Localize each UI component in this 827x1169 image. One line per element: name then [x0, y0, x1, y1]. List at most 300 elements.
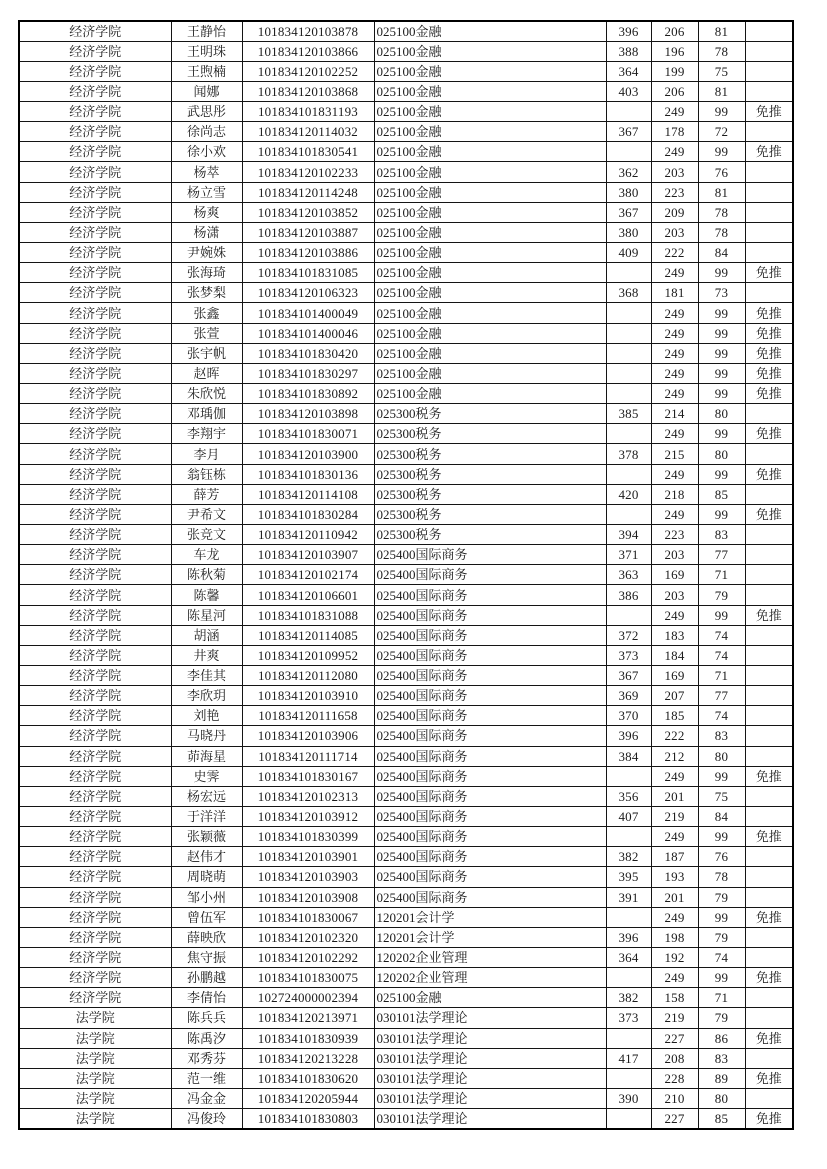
score-2-cell: 210 [651, 1088, 698, 1108]
name-cell: 徐小欢 [171, 142, 242, 162]
score-1-cell: 380 [606, 222, 651, 242]
candidate-id-cell: 101834101400049 [242, 303, 374, 323]
college-cell: 经济学院 [19, 404, 171, 424]
score-3-cell: 75 [698, 61, 745, 81]
score-1-cell: 396 [606, 726, 651, 746]
table-row [19, 666, 793, 686]
score-1-cell: 367 [606, 122, 651, 142]
table-row [19, 645, 793, 665]
score-2-cell: 249 [651, 464, 698, 484]
score-1-cell: 417 [606, 1048, 651, 1068]
score-3-cell: 74 [698, 625, 745, 645]
table-row [19, 61, 793, 81]
name-cell: 闻娜 [171, 81, 242, 101]
score-1-cell: 395 [606, 867, 651, 887]
score-1-cell: 385 [606, 404, 651, 424]
name-cell: 翁钰栋 [171, 464, 242, 484]
candidate-id-cell: 101834120103908 [242, 887, 374, 907]
score-1-cell: 364 [606, 61, 651, 81]
score-2-cell: 203 [651, 545, 698, 565]
table-row [19, 21, 793, 41]
candidate-id-cell: 101834120213228 [242, 1048, 374, 1068]
score-3-cell: 83 [698, 726, 745, 746]
name-cell: 杨爽 [171, 202, 242, 222]
major-cell: 025400国际商务 [374, 786, 606, 806]
score-2-cell: 227 [651, 1109, 698, 1129]
name-cell: 徐尚志 [171, 122, 242, 142]
note-cell [745, 867, 793, 887]
table-row [19, 907, 793, 927]
score-2-cell: 212 [651, 746, 698, 766]
name-cell: 李欣玥 [171, 686, 242, 706]
candidate-id-cell: 101834101830071 [242, 424, 374, 444]
score-3-cell: 99 [698, 303, 745, 323]
note-cell: 免推 [745, 263, 793, 283]
college-cell: 经济学院 [19, 41, 171, 61]
name-cell: 陈馨 [171, 585, 242, 605]
score-3-cell: 86 [698, 1028, 745, 1048]
name-cell: 杨宏远 [171, 786, 242, 806]
major-cell: 025400国际商务 [374, 806, 606, 826]
name-cell: 赵晖 [171, 363, 242, 383]
note-cell [745, 666, 793, 686]
candidate-id-cell: 101834101830067 [242, 907, 374, 927]
note-cell: 免推 [745, 766, 793, 786]
score-3-cell: 81 [698, 182, 745, 202]
score-1-cell: 380 [606, 182, 651, 202]
table-row [19, 162, 793, 182]
table-row [19, 343, 793, 363]
score-3-cell: 85 [698, 484, 745, 504]
score-1-cell [606, 142, 651, 162]
table-row [19, 766, 793, 786]
name-cell: 朱欣悦 [171, 384, 242, 404]
score-1-cell: 364 [606, 947, 651, 967]
major-cell: 025100金融 [374, 343, 606, 363]
table-row [19, 927, 793, 947]
college-cell: 法学院 [19, 1048, 171, 1068]
candidate-id-cell: 101834101830892 [242, 384, 374, 404]
college-cell: 经济学院 [19, 645, 171, 665]
table-row [19, 887, 793, 907]
candidate-id-cell: 101834120103912 [242, 806, 374, 826]
score-3-cell: 85 [698, 1109, 745, 1129]
score-3-cell: 78 [698, 41, 745, 61]
score-3-cell: 83 [698, 525, 745, 545]
name-cell: 陈秋菊 [171, 565, 242, 585]
candidate-id-cell: 101834101830284 [242, 504, 374, 524]
score-2-cell: 249 [651, 343, 698, 363]
score-3-cell: 99 [698, 907, 745, 927]
name-cell: 刘艳 [171, 706, 242, 726]
major-cell: 030101法学理论 [374, 1008, 606, 1028]
note-cell [745, 243, 793, 263]
name-cell: 冯金金 [171, 1088, 242, 1108]
score-2-cell: 222 [651, 726, 698, 746]
score-3-cell: 84 [698, 806, 745, 826]
college-cell: 经济学院 [19, 222, 171, 242]
score-1-cell [606, 766, 651, 786]
table-row [19, 867, 793, 887]
college-cell: 经济学院 [19, 243, 171, 263]
name-cell: 史霁 [171, 766, 242, 786]
candidate-id-cell: 101834101830620 [242, 1068, 374, 1088]
score-2-cell: 215 [651, 444, 698, 464]
note-cell [745, 545, 793, 565]
major-cell: 025400国际商务 [374, 645, 606, 665]
note-cell: 免推 [745, 384, 793, 404]
college-cell: 经济学院 [19, 545, 171, 565]
table-row [19, 565, 793, 585]
major-cell: 120201会计学 [374, 907, 606, 927]
score-1-cell: 373 [606, 645, 651, 665]
score-2-cell: 207 [651, 686, 698, 706]
candidate-id-cell: 101834120102252 [242, 61, 374, 81]
score-3-cell: 71 [698, 565, 745, 585]
score-2-cell: 183 [651, 625, 698, 645]
table-row [19, 122, 793, 142]
note-cell [745, 404, 793, 424]
major-cell: 025400国际商务 [374, 625, 606, 645]
name-cell: 武思彤 [171, 102, 242, 122]
college-cell: 经济学院 [19, 565, 171, 585]
score-2-cell: 249 [651, 424, 698, 444]
score-3-cell: 80 [698, 746, 745, 766]
table-row [19, 806, 793, 826]
note-cell: 免推 [745, 464, 793, 484]
candidate-id-cell: 101834120103852 [242, 202, 374, 222]
major-cell: 025100金融 [374, 243, 606, 263]
score-1-cell [606, 464, 651, 484]
score-2-cell: 223 [651, 525, 698, 545]
college-cell: 经济学院 [19, 484, 171, 504]
table-row [19, 283, 793, 303]
name-cell: 薛芳 [171, 484, 242, 504]
score-1-cell: 368 [606, 283, 651, 303]
name-cell: 邹小州 [171, 887, 242, 907]
name-cell: 王静怡 [171, 21, 242, 41]
name-cell: 周晓萌 [171, 867, 242, 887]
score-2-cell: 203 [651, 222, 698, 242]
name-cell: 李佳其 [171, 666, 242, 686]
score-3-cell: 80 [698, 444, 745, 464]
note-cell: 免推 [745, 1028, 793, 1048]
score-1-cell [606, 1068, 651, 1088]
candidate-id-cell: 101834101830399 [242, 827, 374, 847]
candidate-id-cell: 101834120110942 [242, 525, 374, 545]
college-cell: 经济学院 [19, 706, 171, 726]
score-3-cell: 99 [698, 263, 745, 283]
score-2-cell: 249 [651, 303, 698, 323]
major-cell: 025100金融 [374, 363, 606, 383]
name-cell: 王明珠 [171, 41, 242, 61]
major-cell: 025400国际商务 [374, 565, 606, 585]
score-1-cell [606, 363, 651, 383]
college-cell: 经济学院 [19, 786, 171, 806]
college-cell: 经济学院 [19, 283, 171, 303]
candidate-id-cell: 101834120102174 [242, 565, 374, 585]
candidate-id-cell: 101834120205944 [242, 1088, 374, 1108]
table-row [19, 786, 793, 806]
note-cell: 免推 [745, 1109, 793, 1129]
score-1-cell: 362 [606, 162, 651, 182]
score-2-cell: 218 [651, 484, 698, 504]
name-cell: 杨萃 [171, 162, 242, 182]
score-3-cell: 76 [698, 162, 745, 182]
major-cell: 025300税务 [374, 444, 606, 464]
score-2-cell: 201 [651, 887, 698, 907]
college-cell: 经济学院 [19, 81, 171, 101]
score-2-cell: 249 [651, 504, 698, 524]
score-1-cell [606, 102, 651, 122]
score-1-cell [606, 907, 651, 927]
table-row [19, 1048, 793, 1068]
major-cell: 025100金融 [374, 162, 606, 182]
note-cell [745, 182, 793, 202]
candidate-id-cell: 101834101830541 [242, 142, 374, 162]
table-row [19, 1109, 793, 1129]
table-row [19, 1068, 793, 1088]
major-cell: 025100金融 [374, 988, 606, 1008]
score-3-cell: 81 [698, 21, 745, 41]
score-2-cell: 158 [651, 988, 698, 1008]
candidate-id-cell: 101834120103907 [242, 545, 374, 565]
table-row [19, 625, 793, 645]
score-1-cell: 367 [606, 202, 651, 222]
score-3-cell: 79 [698, 887, 745, 907]
college-cell: 经济学院 [19, 887, 171, 907]
college-cell: 经济学院 [19, 464, 171, 484]
table-row [19, 605, 793, 625]
score-2-cell: 193 [651, 867, 698, 887]
name-cell: 张梦梨 [171, 283, 242, 303]
note-cell: 免推 [745, 363, 793, 383]
score-3-cell: 76 [698, 847, 745, 867]
note-cell [745, 786, 793, 806]
score-2-cell: 187 [651, 847, 698, 867]
candidate-id-cell: 101834120106601 [242, 585, 374, 605]
score-3-cell: 99 [698, 968, 745, 988]
score-2-cell: 249 [651, 102, 698, 122]
table-row [19, 142, 793, 162]
score-2-cell: 178 [651, 122, 698, 142]
note-cell [745, 222, 793, 242]
table-row [19, 968, 793, 988]
score-1-cell [606, 303, 651, 323]
college-cell: 法学院 [19, 1008, 171, 1028]
name-cell: 邓秀芬 [171, 1048, 242, 1068]
score-1-cell [606, 605, 651, 625]
note-cell [745, 41, 793, 61]
score-3-cell: 78 [698, 222, 745, 242]
major-cell: 025300税务 [374, 424, 606, 444]
note-cell: 免推 [745, 323, 793, 343]
score-1-cell: 394 [606, 525, 651, 545]
college-cell: 经济学院 [19, 263, 171, 283]
college-cell: 经济学院 [19, 867, 171, 887]
major-cell: 030101法学理论 [374, 1088, 606, 1108]
major-cell: 025100金融 [374, 81, 606, 101]
score-3-cell: 79 [698, 1008, 745, 1028]
major-cell: 025300税务 [374, 464, 606, 484]
score-1-cell: 407 [606, 806, 651, 826]
table-row [19, 525, 793, 545]
table-row [19, 424, 793, 444]
college-cell: 经济学院 [19, 927, 171, 947]
table-row [19, 202, 793, 222]
name-cell: 茆海星 [171, 746, 242, 766]
name-cell: 陈兵兵 [171, 1008, 242, 1028]
note-cell: 免推 [745, 605, 793, 625]
college-cell: 经济学院 [19, 686, 171, 706]
table-row [19, 706, 793, 726]
score-1-cell: 371 [606, 545, 651, 565]
score-2-cell: 219 [651, 806, 698, 826]
score-1-cell: 372 [606, 625, 651, 645]
candidate-id-cell: 102724000002394 [242, 988, 374, 1008]
score-3-cell: 77 [698, 545, 745, 565]
table-row [19, 504, 793, 524]
college-cell: 法学院 [19, 1088, 171, 1108]
note-cell [745, 726, 793, 746]
score-2-cell: 192 [651, 947, 698, 967]
candidate-id-cell: 101834101830297 [242, 363, 374, 383]
college-cell: 法学院 [19, 1109, 171, 1129]
note-cell [745, 1088, 793, 1108]
score-2-cell: 201 [651, 786, 698, 806]
note-cell: 免推 [745, 142, 793, 162]
score-3-cell: 75 [698, 786, 745, 806]
major-cell: 030101法学理论 [374, 1068, 606, 1088]
score-1-cell [606, 424, 651, 444]
score-3-cell: 99 [698, 343, 745, 363]
note-cell [745, 283, 793, 303]
major-cell: 025100金融 [374, 41, 606, 61]
candidate-id-cell: 101834120102233 [242, 162, 374, 182]
table-row [19, 988, 793, 1008]
major-cell: 025100金融 [374, 61, 606, 81]
score-1-cell: 396 [606, 927, 651, 947]
college-cell: 经济学院 [19, 968, 171, 988]
score-3-cell: 79 [698, 927, 745, 947]
name-cell: 冯俊玲 [171, 1109, 242, 1129]
score-3-cell: 83 [698, 1048, 745, 1068]
college-cell: 经济学院 [19, 947, 171, 967]
name-cell: 范一维 [171, 1068, 242, 1088]
college-cell: 经济学院 [19, 102, 171, 122]
score-3-cell: 80 [698, 404, 745, 424]
major-cell: 120202企业管理 [374, 968, 606, 988]
score-1-cell: 403 [606, 81, 651, 101]
admission-results-table [18, 20, 794, 1130]
table-row [19, 81, 793, 101]
score-2-cell: 169 [651, 666, 698, 686]
score-1-cell: 363 [606, 565, 651, 585]
college-cell: 经济学院 [19, 384, 171, 404]
candidate-id-cell: 101834101830803 [242, 1109, 374, 1129]
name-cell: 张海琦 [171, 263, 242, 283]
note-cell [745, 202, 793, 222]
note-cell [745, 1048, 793, 1068]
name-cell: 李倩怡 [171, 988, 242, 1008]
table-row [19, 444, 793, 464]
name-cell: 井爽 [171, 645, 242, 665]
candidate-id-cell: 101834120103886 [242, 243, 374, 263]
candidate-id-cell: 101834120213971 [242, 1008, 374, 1028]
score-3-cell: 99 [698, 827, 745, 847]
table-row [19, 847, 793, 867]
candidate-id-cell: 101834101400046 [242, 323, 374, 343]
college-cell: 经济学院 [19, 363, 171, 383]
college-cell: 经济学院 [19, 303, 171, 323]
note-cell: 免推 [745, 343, 793, 363]
note-cell [745, 887, 793, 907]
note-cell: 免推 [745, 968, 793, 988]
major-cell: 025400国际商务 [374, 605, 606, 625]
table-row [19, 1008, 793, 1028]
candidate-id-cell: 101834120103898 [242, 404, 374, 424]
score-1-cell: 373 [606, 1008, 651, 1028]
score-1-cell: 378 [606, 444, 651, 464]
note-cell [745, 484, 793, 504]
major-cell: 025400国际商务 [374, 766, 606, 786]
major-cell: 025100金融 [374, 384, 606, 404]
candidate-id-cell: 101834120114108 [242, 484, 374, 504]
note-cell: 免推 [745, 102, 793, 122]
college-cell: 经济学院 [19, 988, 171, 1008]
note-cell [745, 706, 793, 726]
college-cell: 经济学院 [19, 142, 171, 162]
candidate-id-cell: 101834120103910 [242, 686, 374, 706]
college-cell: 经济学院 [19, 162, 171, 182]
score-3-cell: 78 [698, 202, 745, 222]
table-row [19, 746, 793, 766]
score-2-cell: 184 [651, 645, 698, 665]
candidate-id-cell: 101834120111714 [242, 746, 374, 766]
major-cell: 025100金融 [374, 142, 606, 162]
score-3-cell: 84 [698, 243, 745, 263]
name-cell: 张颖薇 [171, 827, 242, 847]
score-2-cell: 249 [651, 968, 698, 988]
college-cell: 经济学院 [19, 525, 171, 545]
score-1-cell [606, 384, 651, 404]
table-row [19, 1088, 793, 1108]
major-cell: 025300税务 [374, 404, 606, 424]
table-row [19, 585, 793, 605]
score-3-cell: 99 [698, 766, 745, 786]
note-cell [745, 686, 793, 706]
name-cell: 赵伟才 [171, 847, 242, 867]
major-cell: 025100金融 [374, 263, 606, 283]
candidate-id-cell: 101834120103901 [242, 847, 374, 867]
score-3-cell: 89 [698, 1068, 745, 1088]
name-cell: 车龙 [171, 545, 242, 565]
table-row [19, 102, 793, 122]
major-cell: 120202企业管理 [374, 947, 606, 967]
score-1-cell: 382 [606, 847, 651, 867]
score-2-cell: 249 [651, 363, 698, 383]
name-cell: 李月 [171, 444, 242, 464]
score-2-cell: 209 [651, 202, 698, 222]
college-cell: 经济学院 [19, 323, 171, 343]
name-cell: 王煦楠 [171, 61, 242, 81]
score-2-cell: 249 [651, 605, 698, 625]
candidate-id-cell: 101834120112080 [242, 666, 374, 686]
major-cell: 025100金融 [374, 303, 606, 323]
major-cell: 025100金融 [374, 102, 606, 122]
score-2-cell: 219 [651, 1008, 698, 1028]
table-row [19, 182, 793, 202]
